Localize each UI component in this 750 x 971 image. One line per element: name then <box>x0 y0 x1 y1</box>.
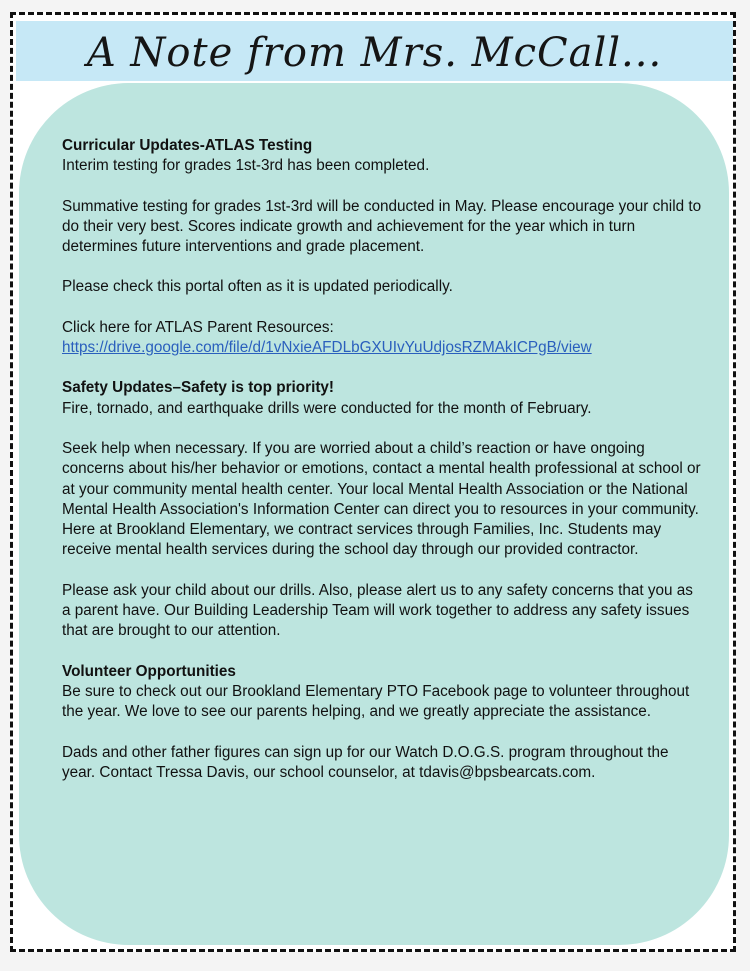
volunteer-pto-text: Be sure to check out our Brookland Elementary PTO Facebook page to volunteer throughout the year. We love to see our parents helping, and we greatly appreciate the assistance. <box>62 682 690 721</box>
volunteer-section-intro <box>62 662 702 723</box>
volunteer-dogs-text: Dads and other father figures can sign up for our Watch D.O.G.S. program throughout the year. Contact Tressa Davis, our school counselor, at tdavis@bpsbearcats.com. <box>62 743 669 781</box>
atlas-section-intro <box>62 136 702 177</box>
safety-help-text: Seek help when necessary. If you are worried about a child’s reaction or have ongoing concerns about his/her behavior or emotions, contact a mental health professional at school or at your community mental health center. Your local Mental Health Association or the National Mental Health Association's Information Center can direct you to resources in your community. Here at Brookland Elementary, we contract services through Families, Inc. Students may receive mental health services during the school day through our provided contractor. <box>62 439 701 559</box>
content-panel <box>19 83 729 945</box>
volunteer-heading: Volunteer Opportunities <box>62 662 236 680</box>
atlas-resources <box>62 318 702 359</box>
page-title: A Note from Mrs. McCall... <box>86 30 663 76</box>
atlas-summative-text: Summative testing for grades 1st-3rd will be conducted in May. Please encourage your child to do their very best. Scores indicate growth and achievement for the year which in turn determines future interventions and grade placement. <box>62 197 702 256</box>
safety-heading: Safety Updates–Safety is top priority! <box>62 379 335 397</box>
atlas-interim-text: Interim testing for grades 1st-3rd has been completed. <box>62 157 430 175</box>
title-banner <box>16 21 733 81</box>
atlas-heading: Curricular Updates-ATLAS Testing <box>62 137 313 154</box>
safety-concerns-text: Please ask your child about our drills. Also, please alert us to any safety concerns that you as a parent have. Our Building Leadership Team will work together to address any safety issues that are brought to our attention. <box>62 581 693 640</box>
atlas-resources-link[interactable]: https://drive.google.com/file/d/1vNxieAFDLbGXUIvYuUdjosRZMAkICPgB/view <box>62 339 592 357</box>
atlas-portal-text: Please check this portal often as it is updated periodically. <box>62 278 453 296</box>
safety-drills-text: Fire, tornado, and earthquake drills were conducted for the month of February. <box>62 399 592 417</box>
note-content <box>62 136 702 803</box>
dashed-border-frame <box>10 12 736 952</box>
atlas-resources-label: Click here for ATLAS Parent Resources: <box>62 318 334 336</box>
safety-section-intro <box>62 378 702 419</box>
